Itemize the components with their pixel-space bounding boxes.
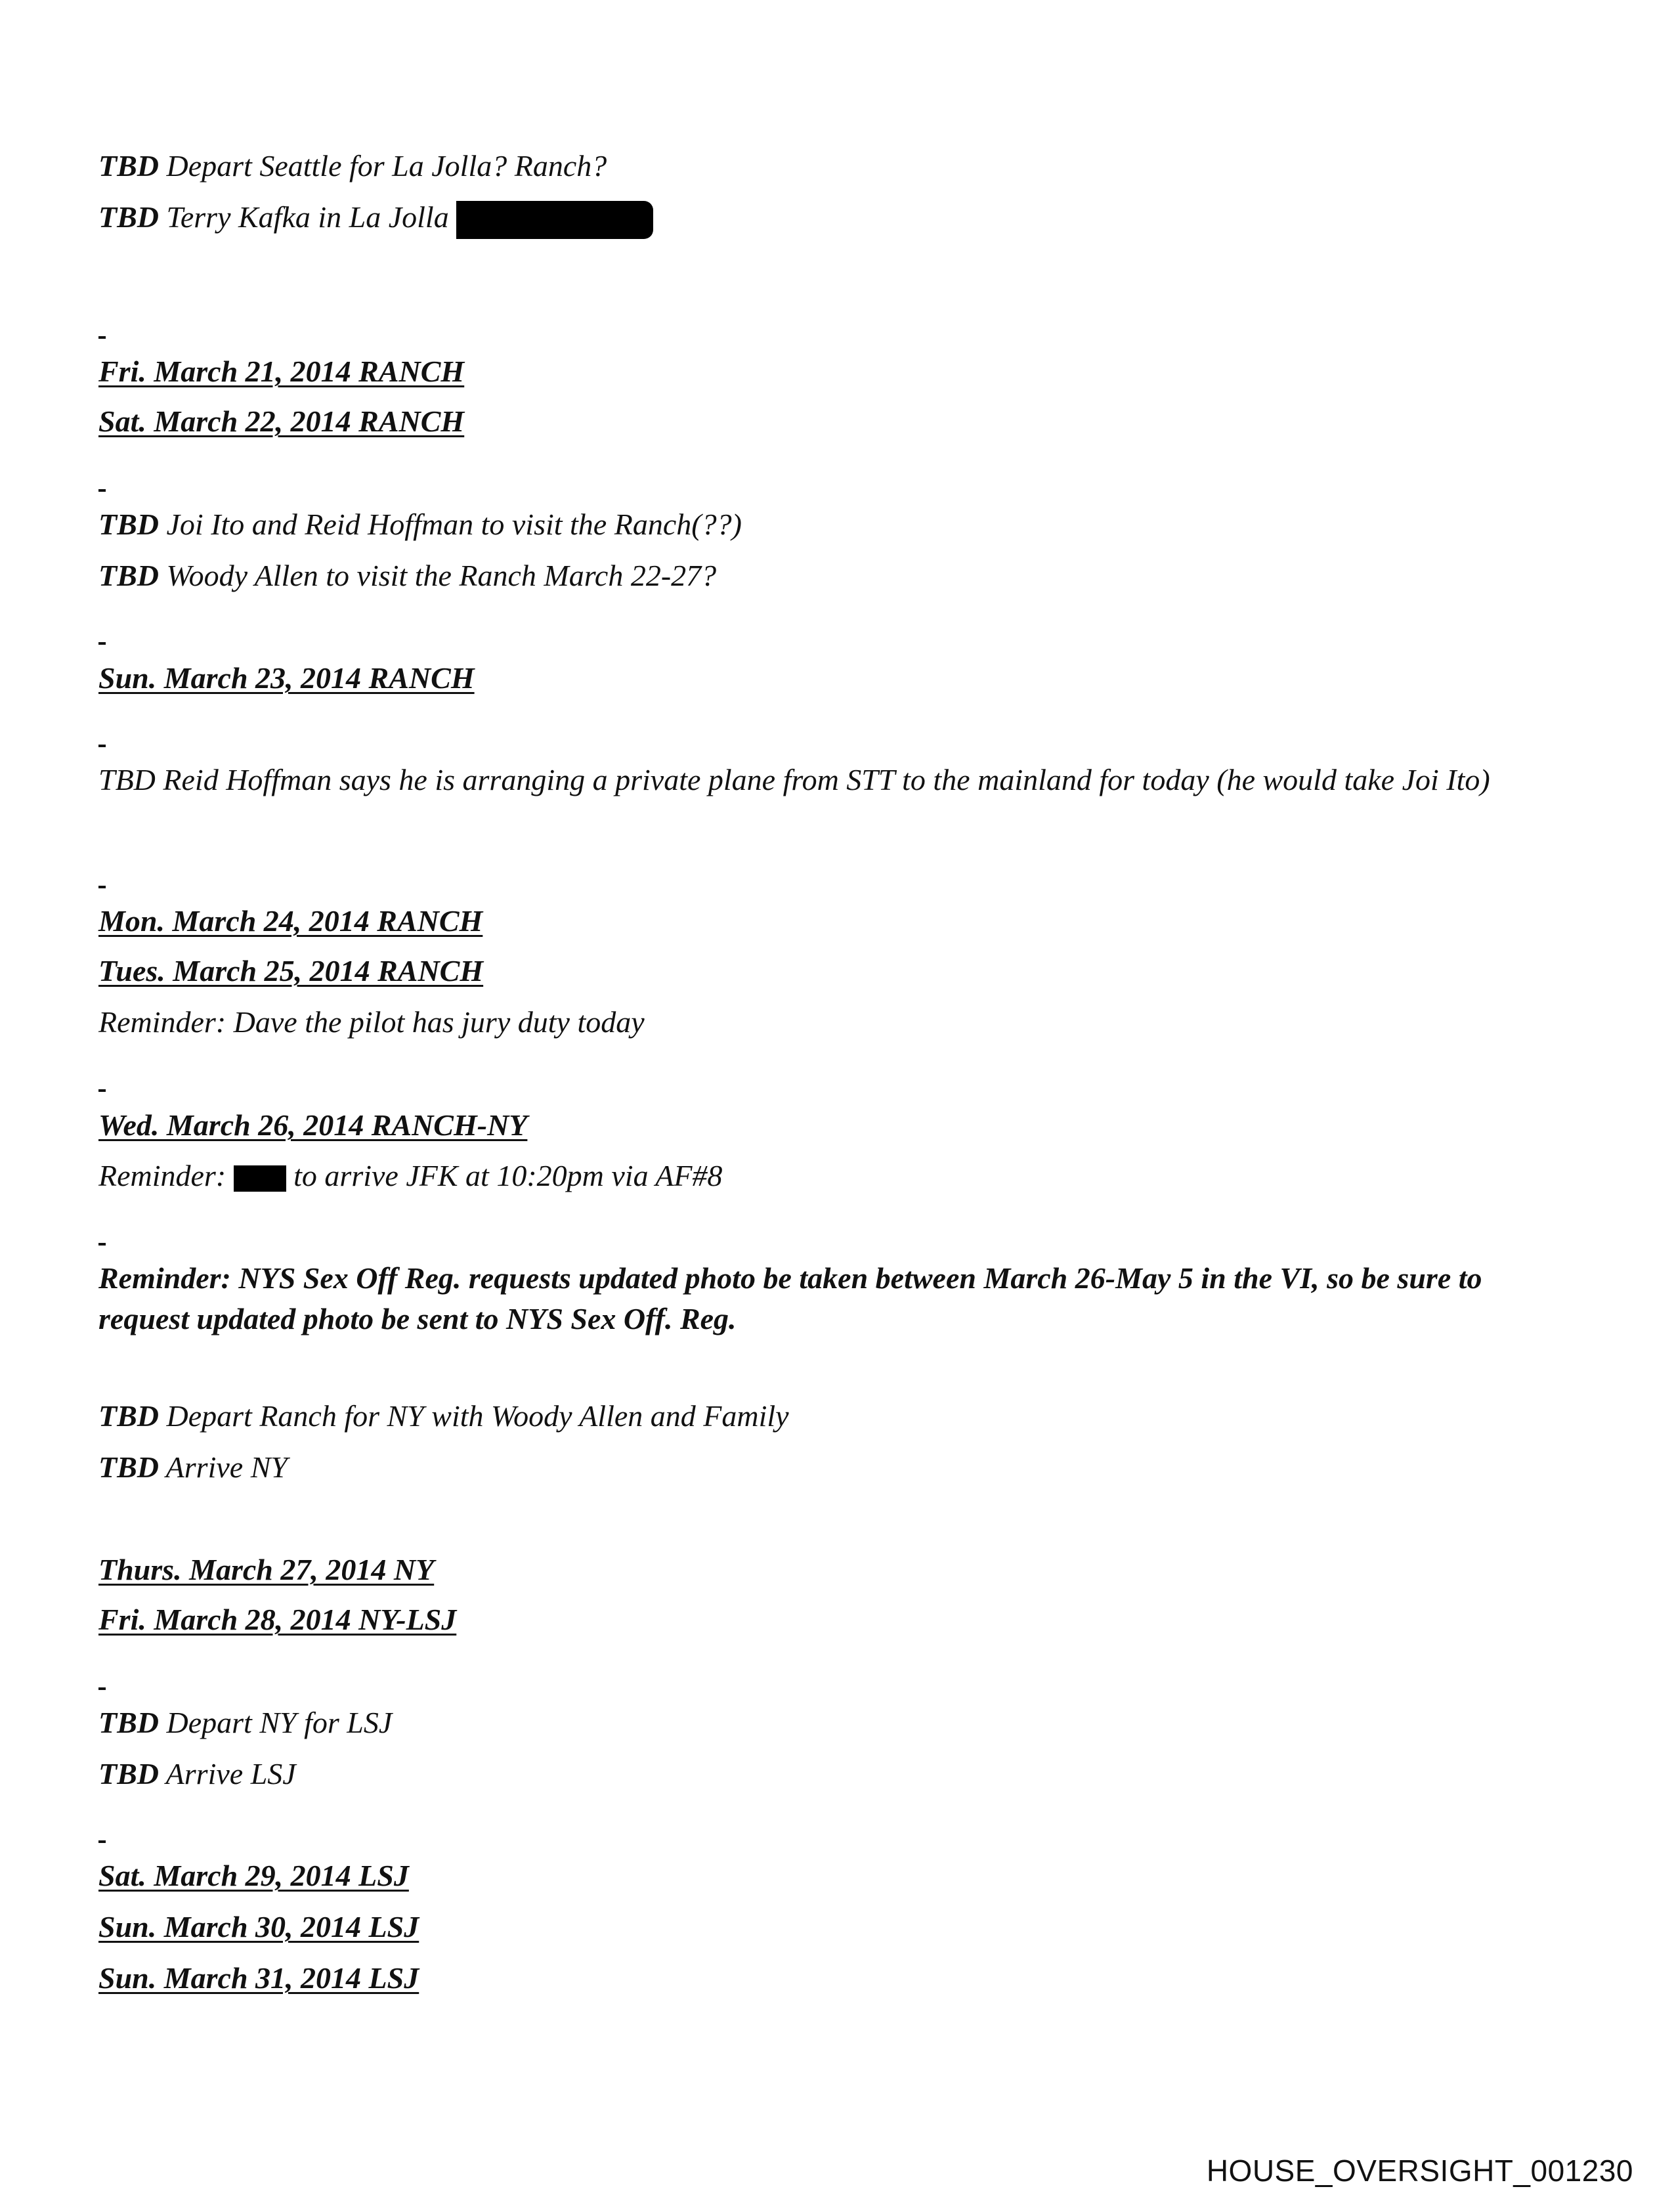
schedule-text: Depart Seattle for La Jolla? Ranch? (166, 149, 607, 183)
dash-marker (98, 336, 106, 339)
reminder-label: Reminder: (98, 1159, 226, 1192)
schedule-text: Terry Kafka in La Jolla (166, 200, 449, 234)
tbd-tag: TBD (98, 1450, 159, 1484)
schedule-line (98, 1702, 392, 1743)
schedule-line (98, 146, 607, 186)
dash-marker (98, 886, 106, 888)
schedule-text: to arrive JFK at 10:20pm via AF#8 (293, 1159, 723, 1192)
date-heading: Tues. March 25, 2014 RANCH (98, 954, 484, 987)
date-heading: Sat. March 22, 2014 RANCH (98, 404, 465, 438)
date-heading: Mon. March 24, 2014 RANCH (98, 904, 483, 938)
date-heading: Fri. March 21, 2014 RANCH (98, 355, 465, 388)
tbd-tag: TBD (98, 1399, 159, 1433)
schedule-text: Depart NY for LSJ (166, 1706, 393, 1739)
date-heading: Wed. March 26, 2014 RANCH-NY (98, 1108, 528, 1142)
dash-marker (98, 1687, 106, 1690)
schedule-text: Arrive NY (165, 1450, 288, 1484)
dash-marker (98, 745, 106, 747)
dash-marker (98, 1089, 106, 1092)
dash-marker (98, 1840, 106, 1843)
schedule-line (98, 504, 742, 545)
date-heading: Sun. March 30, 2014 LSJ (98, 1910, 419, 1943)
date-heading: Sun. March 23, 2014 RANCH (98, 661, 475, 695)
dash-marker (98, 1243, 106, 1246)
tbd-tag: TBD (98, 508, 159, 541)
schedule-text: Woody Allen to visit the Ranch March 22-27? (166, 559, 717, 592)
tbd-tag: TBD (98, 149, 159, 183)
schedule-line: Reminder: Dave the pilot has jury duty today (98, 1005, 645, 1039)
schedule-line (98, 1156, 722, 1196)
schedule-line (98, 197, 653, 239)
schedule-line (98, 1396, 789, 1437)
dash-marker (98, 489, 106, 492)
schedule-text: Depart Ranch for NY with Woody Allen and Family (166, 1399, 789, 1433)
redaction-box (234, 1165, 286, 1192)
date-heading: Sun. March 31, 2014 LSJ (98, 1961, 419, 1995)
tbd-tag: TBD (98, 559, 159, 592)
schedule-line: TBD Reid Hoffman says he is arranging a private plane from STT to the mainland for today (he would take Joi Ito) (98, 763, 1490, 796)
schedule-text: Joi Ito and Reid Hoffman to visit the Ranch(??) (166, 508, 742, 541)
schedule-line (98, 1754, 296, 1794)
redaction-box (456, 201, 653, 239)
tbd-tag: TBD (98, 200, 159, 234)
tbd-tag: TBD (98, 1706, 159, 1739)
dash-marker (98, 642, 106, 645)
bold-reminder: Reminder: NYS Sex Off Reg. requests updated photo be taken between March 26-May 5 in the VI, so be sure to request updated photo be sent to NYS Sex Off. Reg. (98, 1261, 1482, 1335)
date-heading: Thurs. March 27, 2014 NY (98, 1553, 435, 1586)
date-heading: Sat. March 29, 2014 LSJ (98, 1859, 409, 1892)
bates-number: HOUSE_OVERSIGHT_001230 (1206, 2154, 1633, 2188)
date-heading: Fri. March 28, 2014 NY-LSJ (98, 1603, 457, 1636)
tbd-tag: TBD (98, 1757, 159, 1790)
schedule-line (98, 1447, 288, 1488)
schedule-line (98, 555, 716, 596)
schedule-text: Arrive LSJ (165, 1757, 296, 1790)
